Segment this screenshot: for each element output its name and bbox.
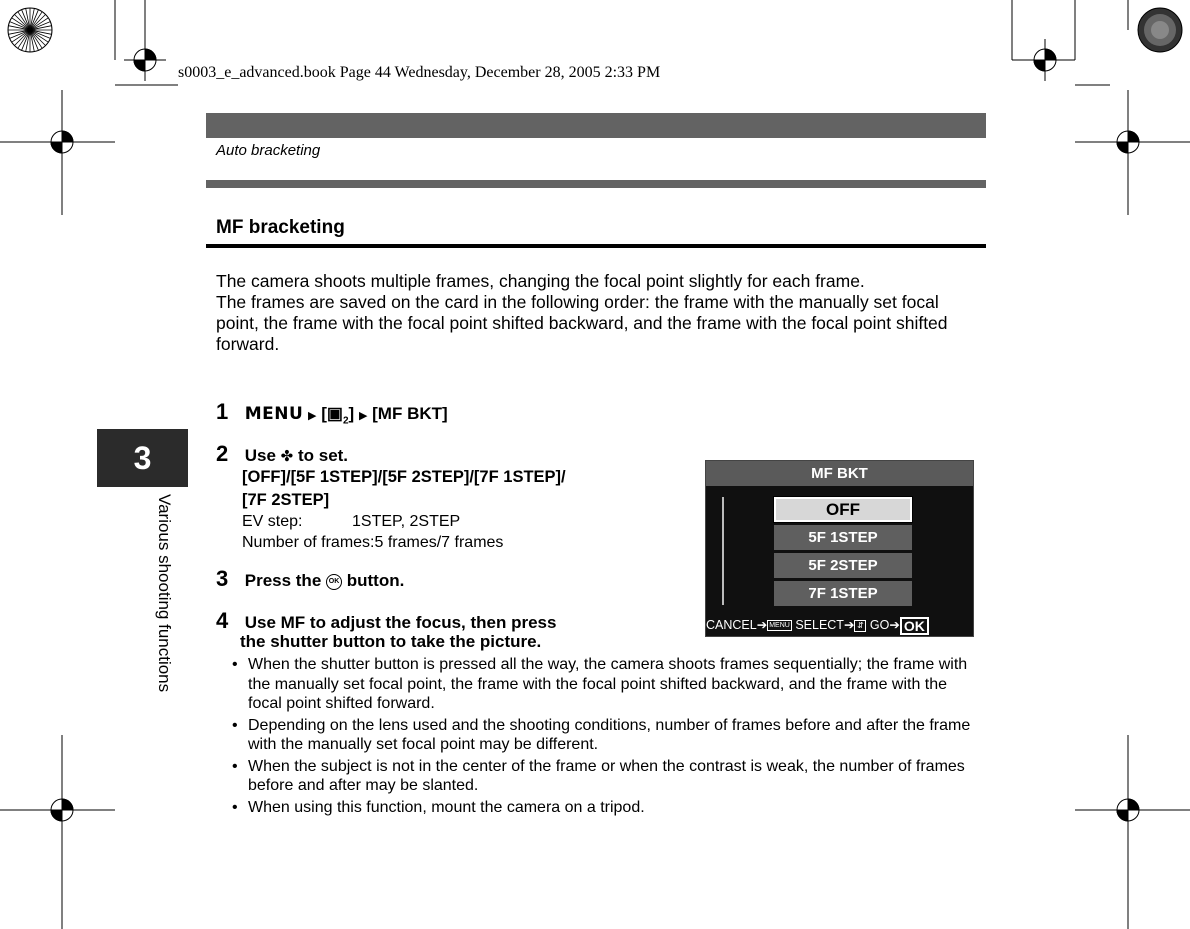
frames-value: 5 frames/7 frames [374,534,504,551]
dial-arrows-icon: ✤ [280,448,294,465]
lcd-screen [705,460,974,637]
lcd-go-label: GO [869,618,890,632]
chapter-label: Various shooting functions [155,494,174,693]
options-line: [OFF]/[5F 1STEP]/[5F 2STEP]/[7F 1STEP]/ [242,468,566,486]
shooting-menu-2-icon: $▣_2$ [326,404,349,427]
step-text: Press the [244,571,322,590]
lcd-footer [706,614,973,636]
ev-step-label: EV step: [242,513,303,530]
step-2 [216,441,348,467]
lcd-ok-key: OK [900,617,929,635]
step-2-options [242,467,566,511]
lcd-option: 5F 2STEP [774,553,912,578]
heading-rule [206,244,986,248]
path-bracket: [ [321,404,327,423]
step-text: button. [346,571,405,590]
print-header: s0003_e_advanced.book Page 44 Wednesday, December 28, 2005 2:33 PM [178,64,661,81]
lcd-title: MF BKT [706,461,973,486]
step-number: 1 [216,399,229,424]
menu-path: [MF BKT] [372,404,448,423]
frames-row [242,532,503,553]
step-number: 3 [216,566,229,591]
arrow-right-icon: ▶ [358,410,368,422]
ev-step-value: 1STEP, 2STEP [352,513,461,530]
step-3 [216,566,404,592]
header-band [206,113,986,138]
section-label: Auto bracketing [216,142,321,159]
crop-mark-icon [8,8,52,52]
lcd-option: 5F 1STEP [774,525,912,550]
intro-paragraph: The camera shoots multiple frames, changing the focal point slightly for each frame. [216,271,865,291]
list-item: • Depending on the lens used and the shooting conditions, number of frames before and after the frame with the manually set focal point may be different. [232,716,972,755]
arrow-right-icon: ▶ [308,410,317,422]
ok-button-icon: OK [326,574,342,590]
updown-arrows-icon: ⇵ [854,620,866,632]
intro-paragraph: The frames are saved on the card in the following order: the frame with the manually set focal point, the frame with the focal point shifted backward, and the frame with the focal point shifted forward. [216,292,948,354]
step-number: 2 [216,441,229,466]
lcd-select-label: SELECT [795,618,844,632]
step-4 [216,608,556,634]
registration-mark-icon [124,39,166,81]
page-title: MF bracketing [216,217,345,238]
step-text: to set. [297,446,349,465]
menu-label: MENU [244,404,304,424]
ev-step-row [242,511,460,532]
lcd-scrollbar [722,497,724,605]
lcd-option: 7F 1STEP [774,581,912,606]
arrow-right-icon: ➔ [756,618,768,632]
step-text: Use MF to adjust the focus, then press [244,613,557,632]
section-divider [206,180,986,188]
step-number: 4 [216,608,229,633]
step-1 [216,399,448,426]
frames-label: Number of frames: [242,534,375,551]
lcd-option-selected: OFF [774,497,912,522]
intro-text [216,271,986,355]
step-text: Use [244,446,276,465]
lcd-menu-key: MENU [769,622,790,630]
path-bracket: ] [348,404,355,423]
list-item: • When the subject is not in the center of the frame or when the contrast is weak, the number of frames before and after may be slanted. [232,757,972,796]
step-text: the shutter button to take the picture. [240,632,542,651]
chapter-number: 3 [133,439,152,476]
lcd-cancel-label: CANCEL [706,618,757,632]
list-item: • When the shutter button is pressed all the way, the camera shoots frames sequentially; the frame with the manually set focal point, the frame with the focal point shifted backward, and the frame with the focal point shifted forward. [232,655,972,714]
chapter-tab [97,429,188,487]
step-4-line2 [240,632,541,652]
list-item: • When using this function, mount the camera on a tripod. [232,798,972,818]
arrow-right-icon: ➔ [889,618,900,632]
options-line: [7F 2STEP] [242,491,330,509]
arrow-right-icon: ➔ [843,618,855,632]
notes-list [232,655,972,819]
